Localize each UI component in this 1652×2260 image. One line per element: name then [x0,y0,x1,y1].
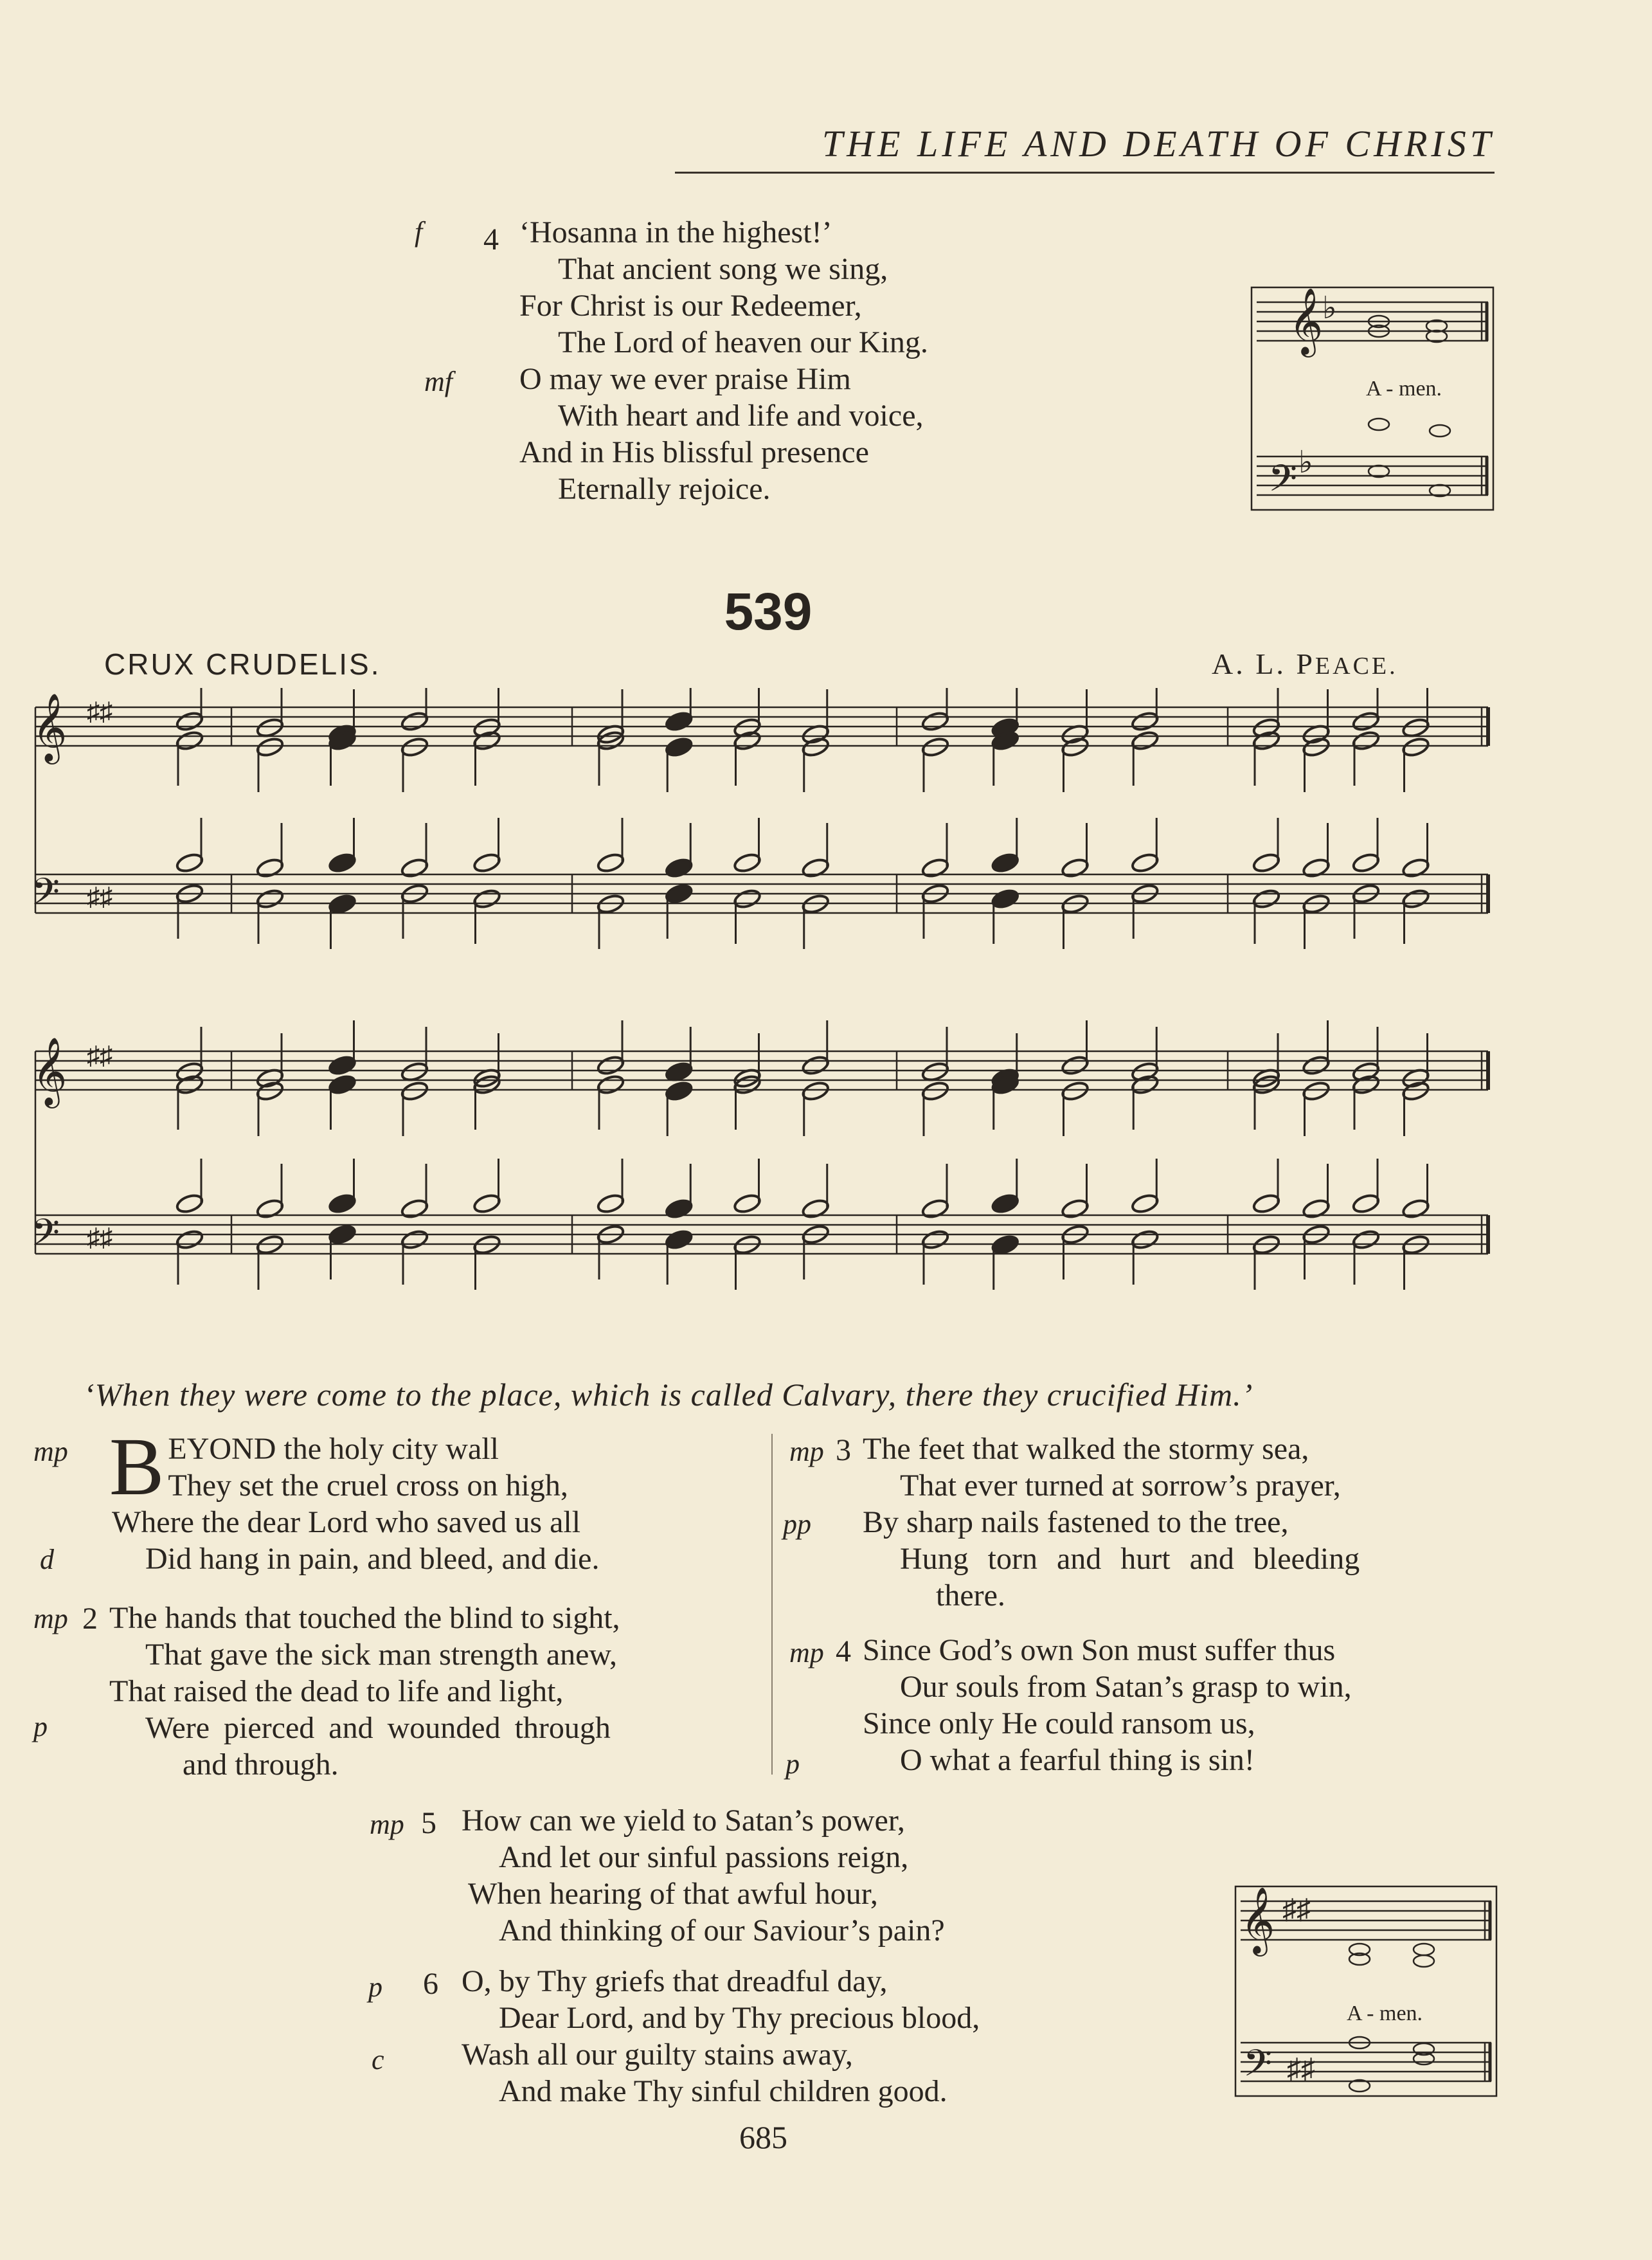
note-head-icon [665,1080,694,1102]
note-head-icon [472,1193,501,1215]
verse-line: For Christ is our Redeemer, [519,289,862,323]
note-head-icon [1252,1193,1280,1215]
verse-line: The Lord of heaven our King. [558,325,928,359]
stanza-6 [462,1963,980,2110]
treble-clef-icon: 𝄞 [32,1036,67,1105]
verse-line: O what a fearful thing is sin! [900,1743,1255,1777]
note-head-icon [1061,857,1090,879]
bass-clef-icon: 𝄢 [1268,457,1298,509]
dynamic-marking: pp [783,1508,811,1540]
key-signature-icon: ♯♯ [87,882,112,911]
flat-sign-icon: ♭ [1322,291,1337,325]
dynamic-marking: p [786,1748,800,1780]
key-signature-icon: ♯♯ [87,697,112,726]
note-head-icon [175,1193,204,1215]
verse-line: With heart and life and voice, [558,399,924,433]
note-head-icon [1351,852,1380,874]
note-head-icon [255,1198,284,1220]
note-head-icon [920,1229,949,1251]
dynamic-marking: mp [33,1603,68,1634]
bass-clef-icon: 𝄢 [31,1211,60,1263]
note-head-icon [596,1074,625,1096]
amen-score-top [1250,286,1495,511]
amen-label: A - men. [1347,2002,1423,2025]
note-head-icon [733,888,762,910]
composer-surname-initial: P [1296,647,1315,680]
note-head-icon [1252,852,1280,874]
treble-clef-icon: 𝄞 [32,692,67,761]
dynamic-marking: c [372,2044,384,2075]
note-head-icon [1351,1193,1380,1215]
note-head-icon [1351,730,1380,752]
verse-line: Dear Lord, and by Thy precious blood, [499,2001,980,2035]
note-head-icon [733,1193,762,1215]
dynamic-marking: f [415,216,423,248]
bass-clef-icon: 𝄢 [1243,2041,1273,2094]
stanza-number: 4 [483,222,499,257]
note-head-icon [665,736,694,758]
note-head-icon [1252,888,1280,910]
note-head-icon [400,1080,429,1102]
treble-clef-icon: 𝄞 [1289,287,1324,355]
note-head-icon [920,736,949,758]
note-head-icon [1131,1193,1160,1215]
hymn-score [26,688,1504,1363]
note-head-icon [400,857,429,879]
verse-line: O, by Thy griefs that dreadful day, [462,1964,888,1998]
dynamic-marking: mp [370,1809,404,1840]
note-head-icon [472,888,501,910]
note-head-icon [1351,710,1380,732]
note-head-icon [733,852,762,874]
dynamic-marking: d [40,1544,54,1575]
stanza-number: 3 [836,1433,851,1467]
key-signature-icon: ♯♯ [87,1223,112,1252]
sharp-sign-icon: ♯♯ [1282,1894,1311,1925]
verse-line: That raised the dead to life and light, [109,1674,564,1708]
note-head-icon [801,1080,830,1102]
amen-score-bottom [1234,1885,1498,2097]
stanza-2 [109,1600,620,1783]
dynamic-marking: mp [33,1436,68,1467]
note-head-icon [991,1234,1019,1256]
note-head-icon [665,1229,694,1251]
note-head-icon [920,1198,949,1220]
verse-line: And thinking of our Saviour’s pain? [499,1913,945,1948]
dynamic-marking: mf [424,366,453,397]
note-head-icon [1351,1229,1380,1251]
verse-line: ‘Hosanna in the highest!’ [519,215,832,249]
verse-line: Eternally rejoice. [558,472,771,506]
note-head-icon [175,730,204,752]
note-head-icon [1302,857,1331,879]
note-head-icon [1061,1054,1090,1076]
note-head-icon [801,1054,830,1076]
note-head-icon [665,1198,694,1220]
dynamic-marking: mp [789,1436,824,1467]
verse-line: And in His blissful presence [519,435,869,469]
note-head-icon [400,1229,429,1251]
verse-line: Hung torn and hurt and bleeding [900,1542,1360,1576]
note-head-icon [596,1193,625,1215]
note-head-icon [1302,1054,1331,1076]
treble-clef-icon: 𝄞 [1241,1886,1275,1954]
note-head-icon [1401,857,1430,879]
note-head-icon [1131,730,1160,752]
verse-line: That ever turned at sorrow’s prayer, [900,1469,1341,1503]
verse-line: Were pierced and wounded through [145,1711,611,1745]
note-head-icon [920,1080,949,1102]
bass-clef-icon: 𝄢 [31,870,60,923]
note-head-icon [328,852,357,874]
stanza-number: 2 [82,1602,98,1636]
amen-label: A - men. [1366,377,1442,401]
note-head-icon [801,1198,830,1220]
note-head-icon [328,893,357,915]
prev-hymn-stanza-4 [519,214,928,507]
verse-line: EYOND the holy city wall [168,1432,499,1466]
note-head-icon [920,710,949,732]
verse-line: Wash all our guilty stains away, [462,2038,853,2072]
stanza-1 [109,1421,759,1577]
note-head-icon [255,857,284,879]
note-head-icon [472,852,501,874]
note-head-icon [255,888,284,910]
note-head-icon [175,1229,204,1251]
verse-line: Since only He could ransom us, [863,1706,1255,1740]
note-head-icon [328,1054,357,1076]
note-head-icon [1061,1198,1090,1220]
dynamic-marking: mp [789,1637,824,1668]
verse-line: Did hang in pain, and bleed, and die. [145,1542,600,1576]
note-head-icon [175,710,204,732]
verse-line: How can we yield to Satan’s power, [462,1803,905,1838]
verse-line: Where the dear Lord who saved us all [112,1505,581,1539]
note-head-icon [665,710,694,732]
note-head-icon [328,1074,357,1096]
note-head-icon [1302,1198,1331,1220]
verse-line: The hands that touched the blind to sight, [109,1601,620,1635]
note-head-icon [991,1193,1019,1215]
note-head-icon [1302,1080,1331,1102]
note-head-icon [328,1224,357,1245]
verse-line: And let our sinful passions reign, [499,1840,909,1874]
note-head-icon [991,888,1019,910]
sharp-sign-icon: ♯♯ [1287,2053,1315,2084]
note-head-icon [801,857,830,879]
composer-initials: A. L. [1212,647,1286,680]
verse-line: Our souls from Satan’s grasp to win, [900,1670,1352,1704]
verse-line: there. [936,1578,1005,1613]
stanza-number: 4 [836,1634,851,1668]
verse-line: Since God’s own Son must suffer thus [863,1633,1336,1667]
note-head-icon [328,1193,357,1215]
running-head: THE LIFE AND DEATH OF CHRIST [675,122,1495,174]
tune-name: CRUX CRUDELIS. [104,647,381,681]
drop-cap: B [109,1421,165,1512]
composer-surname-rest: EACE. [1315,653,1398,680]
stanza-number: 5 [421,1806,436,1840]
page-number: 685 [739,2119,787,2155]
note-head-icon [665,857,694,879]
note-head-icon [596,852,625,874]
verse-line: And make Thy sinful children good. [499,2074,947,2108]
dynamic-marking: p [33,1711,48,1742]
verse-line: The feet that walked the stormy sea, [863,1432,1309,1466]
verse-line: By sharp nails fastened to the tree, [863,1505,1289,1539]
verse-line: O may we ever praise Him [519,362,851,396]
note-head-icon [255,736,284,758]
note-head-icon [175,852,204,874]
verse-line: and through. [183,1748,339,1782]
note-head-icon [1401,888,1430,910]
note-head-icon [665,883,694,905]
verse-line: That gave the sick man strength anew, [145,1638,617,1672]
stanza-3 [863,1431,1360,1614]
hymn-number: 539 [724,583,813,641]
note-head-icon [596,1054,625,1076]
stanza-5 [462,1802,945,1949]
note-head-icon [400,1198,429,1220]
note-head-icon [400,736,429,758]
note-head-icon [1401,1198,1430,1220]
epigraph: ‘When they were come to the place, which is called Calvary, there they crucified Him.’ [84,1377,1253,1413]
composer [1212,647,1398,681]
stanza-4 [863,1632,1352,1778]
verse-line: When hearing of that awful hour, [468,1877,878,1911]
note-head-icon [1131,852,1160,874]
note-head-icon [1061,1080,1090,1102]
note-head-icon [1401,736,1430,758]
flat-sign-icon: ♭ [1298,446,1313,480]
note-head-icon [400,710,429,732]
dynamic-marking: p [368,1971,382,2003]
verse-line: That ancient song we sing, [558,252,888,286]
note-head-icon [1131,1229,1160,1251]
key-signature-icon: ♯♯ [87,1041,112,1070]
stanza-number: 6 [423,1967,438,2001]
column-divider [771,1434,773,1775]
note-head-icon [920,857,949,879]
note-head-icon [991,852,1019,874]
note-head-icon [1131,710,1160,732]
verse-line: They set the cruel cross on high, [168,1469,568,1503]
